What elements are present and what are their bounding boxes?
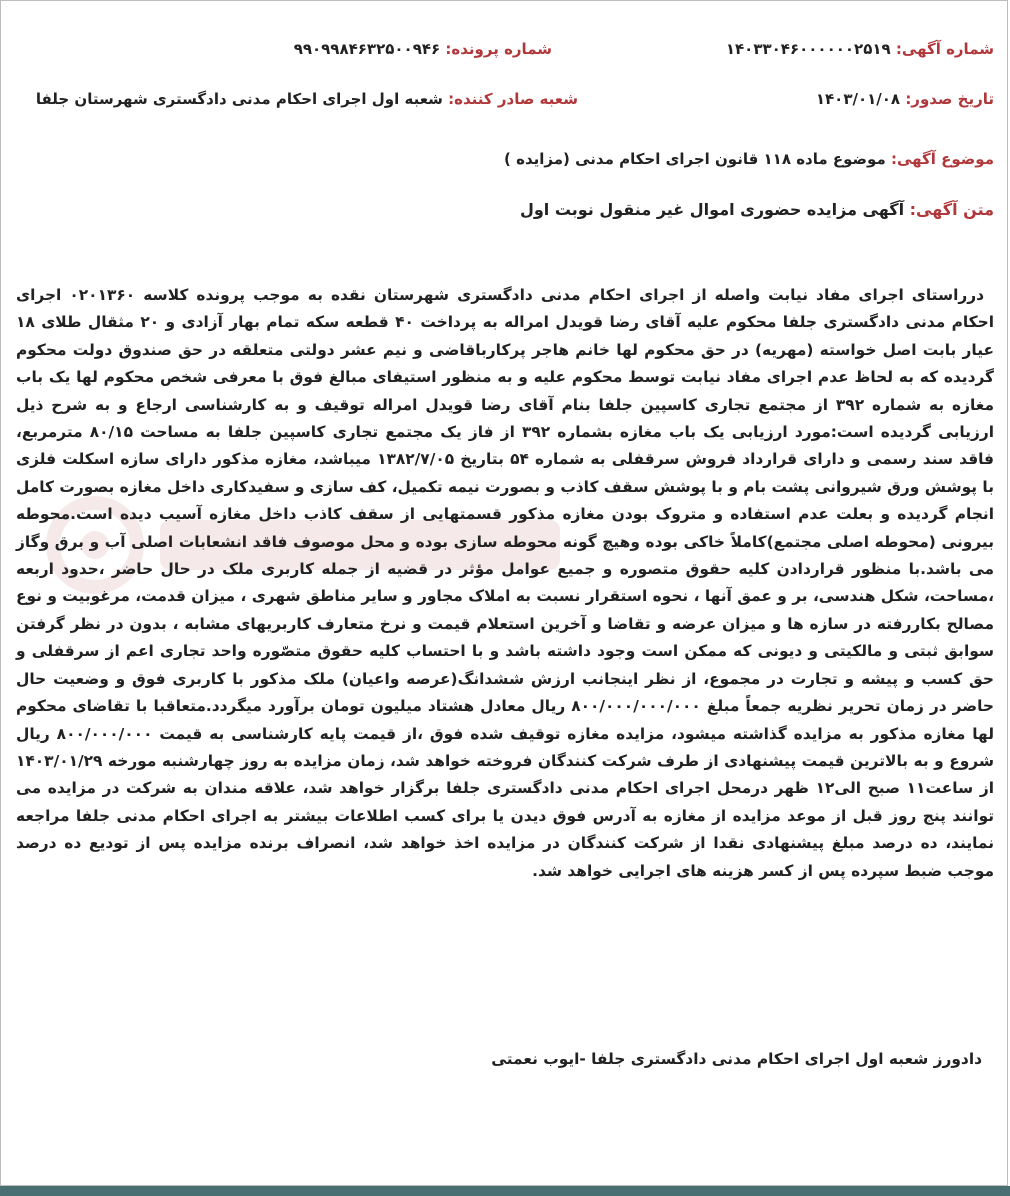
ad-body xyxy=(16,282,994,885)
subject-value: موضوع ماده ۱۱۸ قانون اجرای احکام مدنی (مزایده ) xyxy=(504,150,886,168)
subject-row xyxy=(504,150,994,168)
branch-value: شعبه اول اجرای احکام مدنی دادگستری شهرستان جلفا xyxy=(35,90,443,108)
subject-label: موضوع آگهی: xyxy=(890,150,994,168)
issue-date-label: تاریخ صدور: xyxy=(905,90,994,108)
issue-date-value: ۱۴۰۳/۰۱/۰۸ xyxy=(815,90,901,108)
case-number-label: شماره پرونده: xyxy=(445,40,552,58)
case-number-value: ۹۹۰۹۹۸۴۶۳۲۵۰۰۹۴۶ xyxy=(293,40,441,58)
ad-text-label: متن آگهی: xyxy=(909,200,994,219)
ad-text-row xyxy=(520,200,994,219)
ad-number-label: شماره آگهی: xyxy=(895,40,994,58)
ad-number-row xyxy=(726,40,994,58)
ad-body-paragraph: درراستای اجرای مفاد نیابت واصله از اجرای احکام مدنی دادگستری شهرستان نقده به موجب پرونده کلاسه ۰۲۰۱۳۶۰ اجرای احکام مدنی دادگستری جلفا محکوم علیه آقای رضا قویدل امراله به پرداخت ۴۰ قطعه سکه تمام بهار آزادی و ۲۰ مثقال طلای ۱۸ عیار بابت اصل خواسته (مهریه) در حق محکوم لها خانم هاجر پرکارباقاضی و نیم عشر دولتی متعلقه در حق صندوق دولت محکوم گردیده که به لحاظ عدم اجرای مفاد نیابت توسط محکوم علیه و به منظور استیفای مبالغ فوق با معرفی شخص محکوم لها یک باب مغازه به شماره ۳۹۲ از مجتمع تجاری کاسپین جلفا بنام آقای رضا قویدل امراله توقیف و به کارشناسی ارجاع و به شرح ذیل ارزیابی گردیده است:مورد ارزیابی یک باب مغازه بشماره ۳۹۲ از فاز یک مجتمع تجاری کاسپین جلفا به مساحت ۸۰/۱۵ مترمربع، فاقد سند رسمی و دارای قرارداد فروش سرقفلی به شماره ۵۴ بتاریخ ۱۳۸۲/۷/۰۵ میباشد، مغازه مذکور دارای سازه اسکلت فلزی با پوشش ورق شیروانی پشت بام و با پوشش سقف کاذب و بصورت نیمه تکمیل، کف سازی و سفیدکاری داخل مغازه بصورت کامل انجام گردیده و بعلت عدم استفاده و متروک بودن مغازه مذکور قسمتهایی از سقف کاذب داخل مغازه آسیب دیده است.محوطه بیرونی (محوطه اصلی مجتمع)کاملاً خاکی بوده وهیچ گونه محوطه سازی بوده و محل موصوف فاقد انشعابات اصلی آب و برق وگاز می باشد.با منظور قراردادن کلیه حقوق متصوره و جمیع عوامل مؤثر در قضیه از جمله کاربری ملک در حال حاضر ،حدود اربعه ،مساحت، شکل هندسی، بر و عمق آنها ، نحوه استقرار نسبت به املاک مجاور و سایر مناطق شهری ، میزان قدمت، مرغوبیت و نوع مصالح بکاررفته در سازه ها و میزان عرضه و تقاضا و آخرین استعلام قیمت و نرخ متعارف کاربریهای مشابه ، بدون در نظر گرفتن سوابق ثبتی و مالکیتی و دیونی که ممکن است وجود داشته باشد و با احتساب کلیه حقوق متصّوره واحد تجاری اعم از سرقفلی و حق کسب و پیشه و تجارت در مجموع، از نظر اینجانب ارزش ششدانگ(عرصه واعیان) ملک مذکور با کاربری فوق و وضعیت حال حاضر در زمان تحریر نظریه جمعاً مبلغ ۸۰۰/۰۰۰/۰۰۰/۰۰۰ ریال معادل هشتاد میلیون تومان برآورد میگردد.متعاقبا با تقاضای محکوم لها مغازه مذکور به مزایده گذاشته میشود، مزایده مغازه توقیف شده فوق ،از قیمت پایه کارشناسی به قیمت ۸۰۰/۰۰۰/۰۰۰ ریال شروع و به بالاترین قیمت پیشنهادی از طرف شرکت کنندگان فروخته خواهد شد، زمان مزایده به روز چهارشنبه مورخه ۱۴۰۳/۰۱/۲۹ از ساعت۱۱ صبح الی۱۲ ظهر درمحل اجرای احکام مدنی دادگستری جلفا برگزار خواهد شد، علاقه مندان به شرکت در مزایده می توانند پنج روز قبل از موعد مزایده از مغازه به آدرس فوق دیدن یا برای کسب اطلاعات بیشتر به اجرای احکام مدنی جلفا مراجعه نمایند، ده درصد مبلغ پیشنهادی نقدا از شرکت کنندگان در مزایده اخذ خواهد شد، انصراف برنده مزایده پس از تودیع ده درصد موجب ضبط سپرده پس از کسر هزینه های اجرایی خواهد شد. xyxy=(16,286,995,880)
ad-text-title: آگهی مزایده حضوری اموال غیر منقول نوبت اول xyxy=(519,200,905,219)
case-number-row xyxy=(294,40,552,58)
issue-date-row xyxy=(816,90,994,108)
ad-number-value: ۱۴۰۳۳۰۴۶۰۰۰۰۰۰۲۵۱۹ xyxy=(725,40,891,58)
branch-label: شعبه صادر کننده: xyxy=(448,90,578,108)
signature: دادورز شعبه اول اجرای احکام مدنی دادگستری جلفا -ایوب نعمتی xyxy=(491,1050,982,1068)
branch-row xyxy=(36,90,578,108)
bottom-bar xyxy=(0,1186,1010,1196)
